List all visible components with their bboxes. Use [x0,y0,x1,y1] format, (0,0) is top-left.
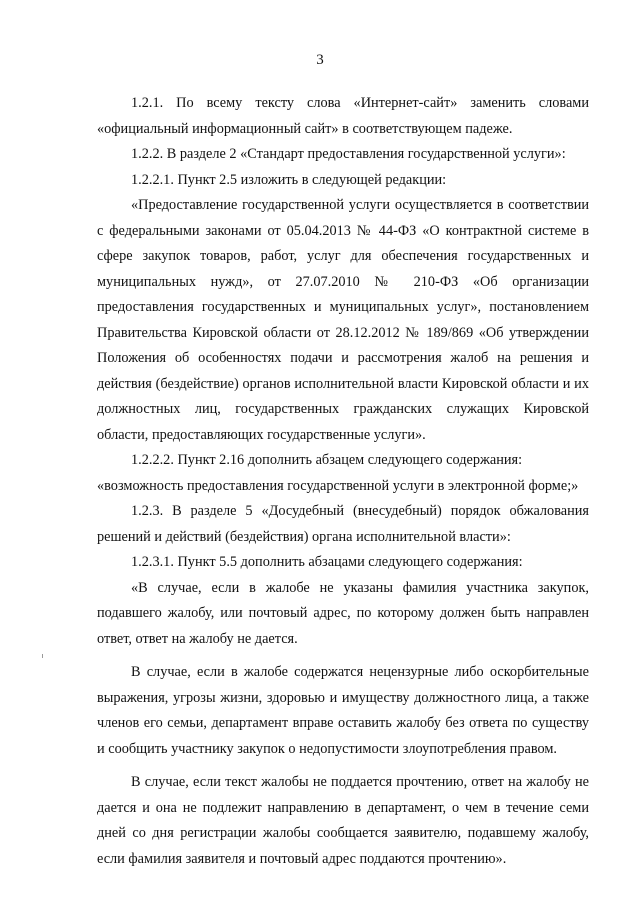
paragraph-1-2-2-1: 1.2.2.1. Пункт 2.5 изложить в следующей редакции: [131,171,447,188]
document-body [97,91,589,872]
paragraph-1-2-3: 1.2.3. В разделе 5 «Досудебный (внесудебный) порядок обжалования решений и действий (бездействия) органа исполнительной власти»: [97,503,589,545]
margin-mark [42,654,43,658]
paragraph-2-16-text: «возможность предоставления государственной услуги в электронной форме;» [97,477,579,494]
paragraph-5-5-third: В случае, если текст жалобы не поддается прочтению, ответ на жалобу не дается и она не подлежит направлению в департамент, о чем в течение семи дней со дня регистрации жалобы сообщается заявителю, подавшему жалобу, если фамилия заявителя и почтовый адрес поддаются прочтению». [97,774,589,867]
paragraph-1-2-2-2: 1.2.2.2. Пункт 2.16 дополнить абзацем следующего содержания: [131,452,523,468]
paragraph-5-5-first: «В случае, если в жалобе не указаны фамилия участника закупок, подавшего жалобу, или почтовый адрес, по которому должен быть направлен ответ, ответ на жалобу не дается. [97,579,589,647]
paragraph-1-2-1: 1.2.1. По всему тексту слова «Интернет-сайт» заменить словами «официальный информационный сайт» в соответствующем падеже. [97,95,589,137]
paragraph-1-2-3-1: 1.2.3.1. Пункт 5.5 дополнить абзацами следующего содержания: [131,554,523,570]
paragraph-1-2-2: 1.2.2. В разделе 2 «Стандарт предоставления государственной услуги»: [131,146,566,162]
paragraph-2-5-text: «Предоставление государственной услуги осуществляется в соответствии с федеральными законами от 05.04.2013 № 44-ФЗ «О контрактной системе в сфере закупок товаров, работ, услуг для обеспечения государственных и муниципальных нужд», от 27.07.2010 № 210-ФЗ «Об организации предоставления государственных и муниципальных услуг», постановлением Правительства Кировской области от 28.12.2012 № 189/869 «Об утверждении Положения об особенностях подачи и рассмотрения жалоб на решения и действия (бездействие) органов исполнительной власти Кировской области и их должностных лиц, государственных гражданских служащих Кировской области, предоставляющих государственные услуги». [97,197,589,443]
paragraph-5-5-second: В случае, если в жалобе содержатся нецензурные либо оскорбительные выражения, угрозы жизни, здоровью и имуществу должностного лица, а также членов его семьи, департамент вправе оставить жалобу без ответа по существу и сообщить участнику закупок о недопустимости злоупотребления правом. [97,664,589,757]
page-number: 3 [316,52,324,68]
